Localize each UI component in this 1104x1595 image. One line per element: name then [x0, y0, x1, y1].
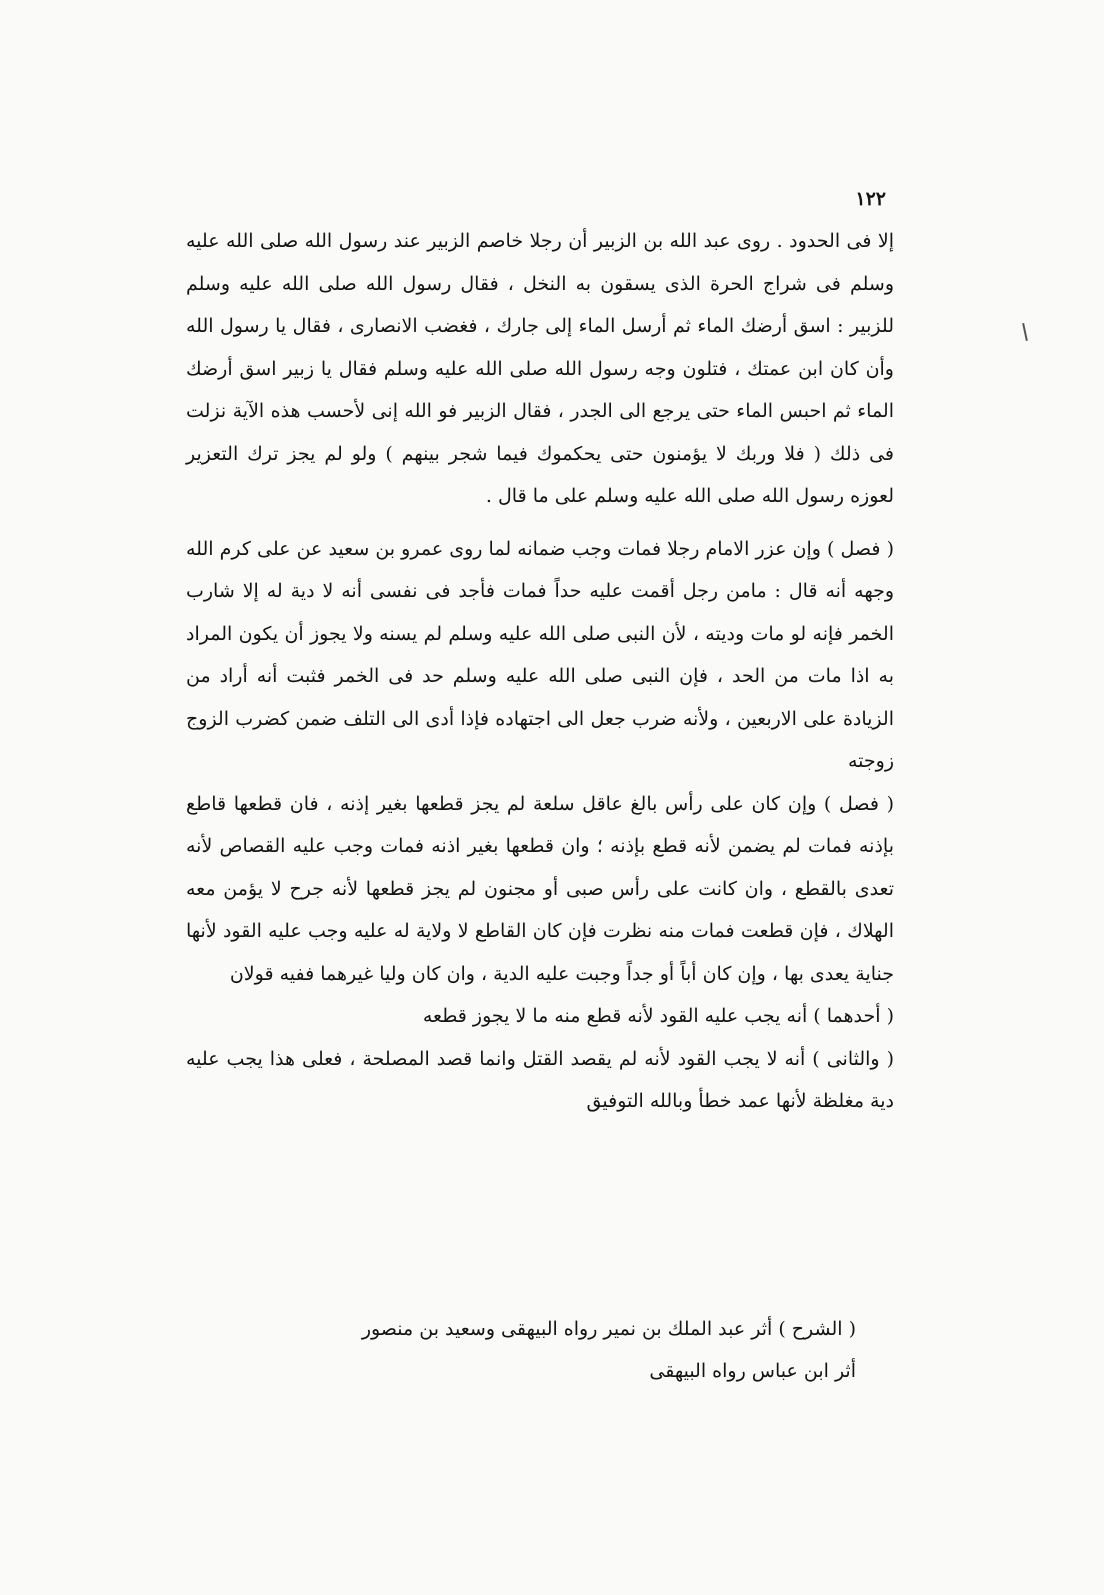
- margin-mark: [1022, 323, 1028, 341]
- paragraph-first-opinion: ( أحدهما ) أنه يجب عليه القود لأنه قطع منه ما لا يجوز قطعه: [422, 1005, 894, 1027]
- commentary-line: ( الشرح ) أثر عبد الملك بن نمير رواه البيهقى وسعيد بن منصور: [361, 1318, 856, 1340]
- paragraph-fasl-tazir: ( فصل ) وإن عزر الامام رجلا فمات وجب ضمانه لما روى عمرو بن سعيد عن على كرم الله وجهه أنه قال : مامن رجل أقمت عليه حداً فمات فأجد فى نفسى أنه لا دية له إلا شارب الخمر فإنه لو مات وديته ، لأن النبى صلى الله عليه وسلم لم يسنه ولا يجوز أن يكون المراد به اذا مات من الحد ، فإن النبى صلى الله عليه وسلم حد فى الخمر فثبت أنه أراد من الزيادة على الاربعين ، ولأنه ضرب جعل الى اجتهاده فإذا أدى الى التلف ضمن كضرب الزوج زوجته: [186, 537, 894, 772]
- paragraph-fasl-salaa: ( فصل ) وإن كان على رأس بالغ عاقل سلعة لم يجز قطعها بغير إذنه ، فان قطعها قاطع بإذنه فمات لم يضمن لأنه قطع بإذنه ؛ وان قطعها بغير اذنه فمات وجب عليه القصاص لأنه تعدى بالقطع ، وان كانت على رأس صبى أو مجنون لم يجز قطعها لأنه جرح لا يؤمن معه الهلاك ، فإن قطعت فمات منه نظرت فإن كان القاطع لا ولاية له عليه وجب عليه القود لأنها جناية يعدى بها ، وإن كان أباً أو جداً وجبت عليه الدية ، وان كان وليا غيرهما ففيه قولان: [186, 792, 894, 985]
- paragraph-hadith-zubair: إلا فى الحدود . روى عبد الله بن الزبير أن رجلا خاصم الزبير عند رسول الله صلى الله عليه وسلم فى شراج الحرة الذى يسقون به النخل ، فقال رسول الله صلى الله عليه وسلم للزبير : اسق أرضك الماء ثم أرسل الماء إلى جارك ، فغضب الانصارى ، فقال يا رسول الله وأن كان ابن عمتك ، فتلون وجه رسول الله صلى الله عليه وسلم فقال يا زبير اسق أرضك الماء ثم احبس الماء حتى يرجع الى الجدر ، فقال الزبير فو الله إنى لأحسب هذه الآية نزلت فى ذلك ( فلا وربك لا يؤمنون حتى يحكموك فيما شجر بينهم ) ولو لم يجز ترك التعزير لعوزه رسول الله صلى الله عليه وسلم على ما قال .: [186, 230, 894, 507]
- paragraph-second-opinion: ( والثانى ) أنه لا يجب القود لأنه لم يقصد القتل وانما قصد المصلحة ، فعلى هذا يجب عليه دية مغلظة لأنها عمد خطأ وبالله التوفيق: [186, 1047, 894, 1112]
- commentary-line: أثر ابن عباس رواه البيهقى: [649, 1360, 856, 1382]
- main-text: [186, 220, 894, 1123]
- commentary-section: [296, 1308, 856, 1392]
- page-number: ١٢٢: [855, 188, 886, 210]
